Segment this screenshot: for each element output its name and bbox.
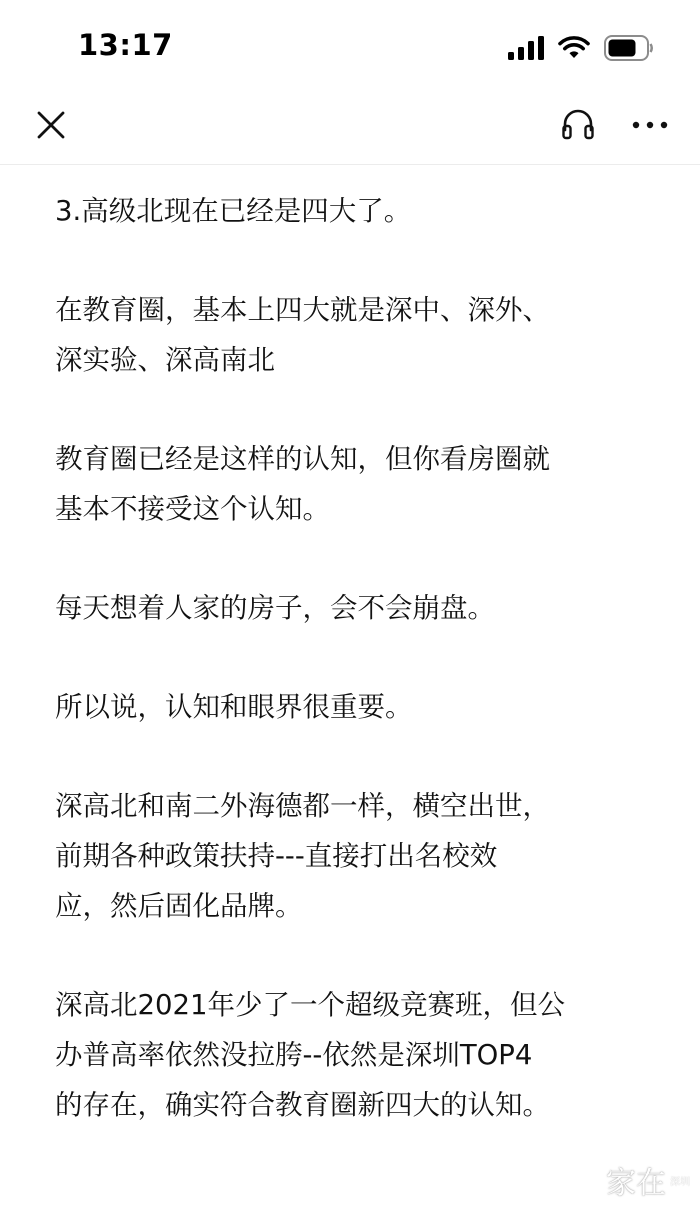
paragraph (55, 285, 655, 385)
status-icons (508, 34, 654, 62)
paragraph-line: 应，然后固化品牌。 (55, 890, 303, 922)
paragraph-line: 3.高级北现在已经是四大了。 (55, 195, 412, 227)
paragraph-line: 深实验、深高南北 (55, 344, 275, 376)
watermark-sub: 深圳 (670, 1176, 690, 1188)
paragraph-line: 深高北和南二外海德都一样，横空出世， (55, 790, 550, 822)
paragraph (55, 980, 655, 1130)
paragraph-line: 的存在，确实符合教育圈新四大的认知。 (55, 1089, 550, 1121)
close-icon[interactable] (34, 108, 68, 142)
paragraph-line: 每天想着人家的房子，会不会崩盘。 (55, 592, 495, 624)
paragraph-line: 办普高率依然没拉胯--依然是深圳TOP4 (55, 1039, 533, 1071)
headphones-icon[interactable] (560, 106, 596, 142)
paragraph (55, 781, 655, 931)
paragraph (55, 682, 655, 732)
paragraph (55, 434, 655, 534)
status-time: 13:17 (78, 28, 173, 62)
watermark-text: 家在 (606, 1166, 666, 1201)
paragraph-line: 教育圈已经是这样的认知，但你看房圈就 (55, 443, 550, 475)
paragraph-line: 深高北2021年少了一个超级竞赛班，但公 (55, 989, 565, 1021)
watermark (606, 1158, 690, 1202)
paragraph-line: 所以说，认知和眼界很重要。 (55, 691, 413, 723)
paragraph-line: 前期各种政策扶持---直接打出名校效 (55, 840, 498, 872)
status-bar (0, 0, 700, 92)
signal-icon (508, 36, 544, 60)
paragraph (55, 186, 655, 236)
wifi-icon (558, 36, 590, 60)
nav-bar (0, 92, 700, 165)
more-icon[interactable] (630, 108, 670, 142)
paragraph-line: 基本不接受这个认知。 (55, 493, 330, 525)
paragraph-line: 在教育圈，基本上四大就是深中、深外、 (55, 294, 550, 326)
article-body (55, 186, 655, 1179)
battery-icon (604, 35, 654, 61)
paragraph (55, 583, 655, 633)
